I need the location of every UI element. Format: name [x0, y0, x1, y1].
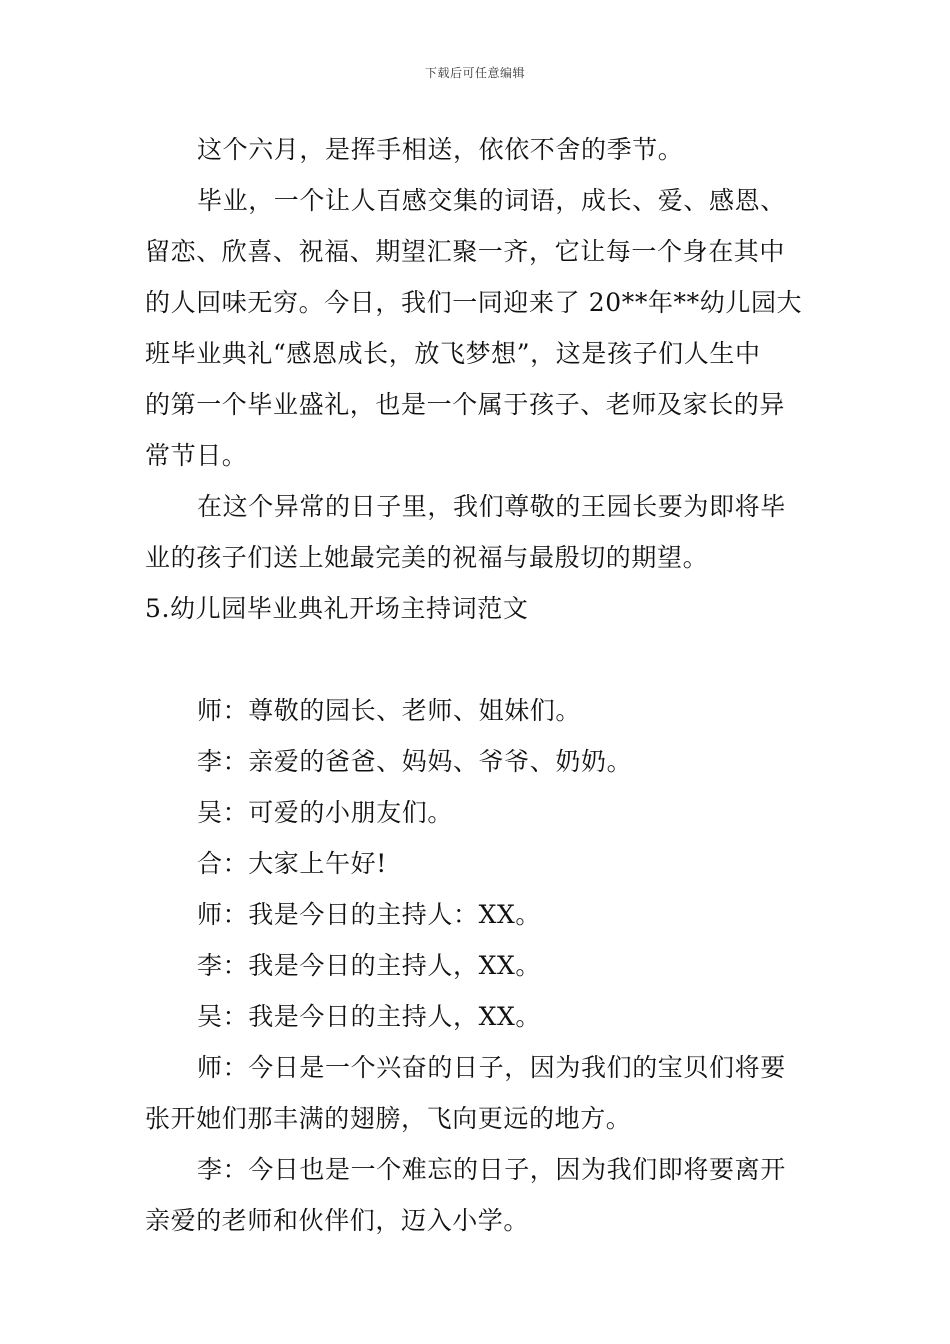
dialogue-line: 张开她们那丰满的翅膀，飞向更远的地方。: [145, 1104, 632, 1133]
dialogue-line: 师：今日是一个兴奋的日子，因为我们的宝贝们将要: [197, 1053, 786, 1082]
paragraph-line: 在这个异常的日子里，我们尊敬的王园长要为即将毕: [197, 492, 786, 521]
dialogue-line: 师：我是今日的主持人：XX。: [197, 900, 541, 929]
page-header-note: 下载后可任意编辑: [424, 66, 525, 80]
dialogue-line: 亲爱的老师和伙伴们，迈入小学。: [145, 1206, 530, 1235]
paragraph-line: 的第一个毕业盛礼，也是一个属于孩子、老师及家长的异: [145, 390, 786, 419]
dialogue-line: 李：我是今日的主持人，XX。: [197, 951, 541, 980]
dialogue-line: 李：今日也是一个难忘的日子，因为我们即将要离开: [197, 1155, 786, 1184]
dialogue-line: 吴：可爱的小朋友们。: [197, 798, 454, 827]
paragraph-line: 毕业，一个让人百感交集的词语，成长、爱、感恩、: [197, 186, 786, 215]
paragraph-line: 这个六月，是挥手相送，依依不舍的季节。: [197, 135, 684, 164]
paragraph-line: 留恋、欣喜、祝福、期望汇聚一齐，它让每一个身在其中: [145, 237, 786, 266]
paragraph-line: 的人回味无穷。今日，我们一同迎来了 20**年**幼儿园大: [145, 288, 803, 317]
section-heading: 5.幼儿园毕业典礼开场主持词范文: [145, 594, 529, 623]
paragraph-line: 业的孩子们送上她最完美的祝福与最殷切的期望。: [145, 543, 709, 572]
dialogue-line: 合：大家上午好!: [197, 849, 387, 878]
dialogue-line: 师：尊敬的园长、老师、姐妹们。: [197, 696, 582, 725]
blank-line: [145, 634, 807, 685]
document-body: [145, 124, 807, 1246]
dialogue-line: 李：亲爱的爸爸、妈妈、爷爷、奶奶。: [197, 747, 633, 776]
paragraph-line: 班毕业典礼“感恩成长，放飞梦想”，这是孩子们人生中: [145, 339, 761, 368]
dialogue-line: 吴：我是今日的主持人，XX。: [197, 1002, 541, 1031]
paragraph-line: 常节日。: [145, 441, 248, 470]
